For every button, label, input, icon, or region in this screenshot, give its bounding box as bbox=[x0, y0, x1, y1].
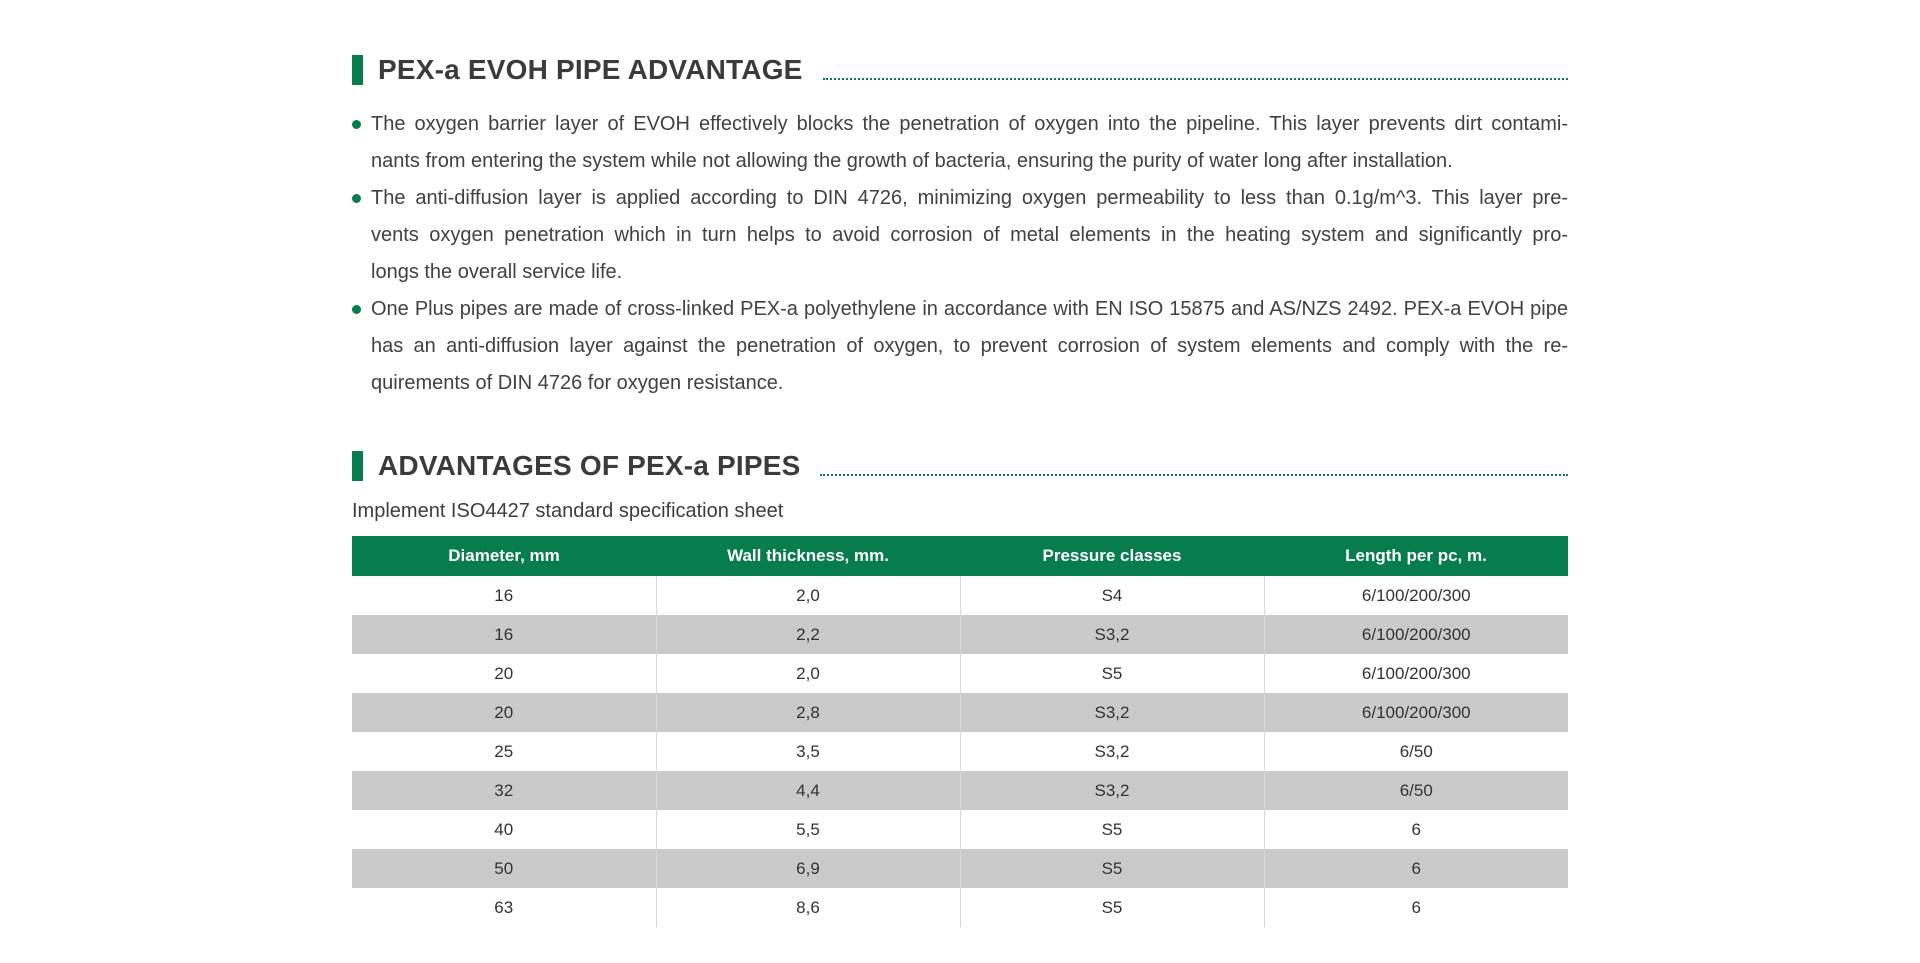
column-header: Wall thickness, mm. bbox=[656, 536, 960, 576]
bullet-line: quirements of DIN 4726 for oxygen resistance. bbox=[371, 372, 784, 394]
table-cell: 6/100/200/300 bbox=[1264, 654, 1568, 693]
bullet-line: vents oxygen penetration which in turn helps to avoid corrosion of metal elements in the heating system and significantly pro- bbox=[371, 224, 1568, 246]
bullet-item bbox=[352, 180, 1568, 291]
table-cell: S3,2 bbox=[960, 693, 1264, 732]
content-column bbox=[352, 0, 1568, 927]
bullet-line: The anti-diffusion layer is applied according to DIN 4726, minimizing oxygen permeability to less than 0.1g/m^3. This layer pre- bbox=[371, 187, 1568, 209]
accent-bar-icon bbox=[352, 55, 363, 85]
table-cell: 3,5 bbox=[656, 732, 960, 771]
bullet-line: has an anti-diffusion layer against the penetration of oxygen, to prevent corrosion of system elements and comply with the re- bbox=[371, 335, 1568, 357]
spec-table-head bbox=[352, 536, 1568, 576]
table-cell: 6 bbox=[1264, 810, 1568, 849]
table-cell: 20 bbox=[494, 663, 514, 683]
table-cell: S4 bbox=[960, 576, 1264, 615]
table-cell: 6 bbox=[1264, 849, 1568, 888]
bullet-item bbox=[352, 291, 1568, 402]
table-cell: 6/50 bbox=[1264, 732, 1568, 771]
table-cell: 6/100/200/300 bbox=[1264, 615, 1568, 654]
table-cell: 20 bbox=[494, 702, 514, 722]
table-cell: 5,5 bbox=[656, 810, 960, 849]
table-cell: 6,9 bbox=[656, 849, 960, 888]
column-header: Length per pc, m. bbox=[1264, 536, 1568, 576]
table-cell: 32 bbox=[494, 780, 514, 800]
table-row bbox=[352, 693, 1568, 732]
table-cell: 63 bbox=[494, 897, 514, 917]
table-row bbox=[352, 732, 1568, 771]
table-row bbox=[352, 849, 1568, 888]
table-cell: 6/100/200/300 bbox=[1264, 576, 1568, 615]
accent-bar-icon bbox=[352, 451, 363, 481]
table-cell: 50 bbox=[494, 858, 514, 878]
bullet-list bbox=[352, 106, 1568, 402]
dotted-leader-icon bbox=[823, 78, 1568, 80]
spec-table-body bbox=[352, 576, 1568, 927]
table-cell: 16 bbox=[494, 624, 514, 644]
bullet-dot-icon bbox=[352, 305, 361, 314]
bullet-dot-icon bbox=[352, 194, 361, 203]
table-row bbox=[352, 576, 1568, 615]
table-row bbox=[352, 771, 1568, 810]
section-title-pex-evoh: PEX-a EVOH PIPE ADVANTAGE bbox=[378, 54, 803, 85]
table-cell: 2,8 bbox=[656, 693, 960, 732]
bullet-line: One Plus pipes are made of cross-linked PEX-a polyethylene in accordance with EN ISO 15875 and AS/NZS 2492. PEX-a EVOH pipe bbox=[371, 298, 1568, 320]
table-cell: S5 bbox=[960, 654, 1264, 693]
table-row bbox=[352, 888, 1568, 927]
table-cell: 25 bbox=[494, 741, 514, 761]
bullet-line: longs the overall service life. bbox=[371, 261, 623, 283]
table-row bbox=[352, 654, 1568, 693]
column-header: Diameter, mm bbox=[352, 536, 656, 576]
bullet-item bbox=[352, 106, 1568, 180]
table-cell: 4,4 bbox=[656, 771, 960, 810]
table-cell: S5 bbox=[960, 888, 1264, 927]
section-header-pex-evoh bbox=[352, 0, 1568, 85]
table-cell: S3,2 bbox=[960, 771, 1264, 810]
table-cell: 6/100/200/300 bbox=[1264, 693, 1568, 732]
section-header-advantages bbox=[352, 451, 1568, 481]
table-cell: S3,2 bbox=[960, 732, 1264, 771]
table-cell: 6 bbox=[1264, 888, 1568, 927]
table-row bbox=[352, 810, 1568, 849]
bullet-line: The oxygen barrier layer of EVOH effectively blocks the penetration of oxygen into the pipeline. This layer prevents dirt contami- bbox=[371, 113, 1568, 135]
table-cell: 2,2 bbox=[656, 615, 960, 654]
table-cell: 2,0 bbox=[656, 576, 960, 615]
dotted-leader-icon bbox=[820, 474, 1568, 476]
table-cell: 40 bbox=[494, 819, 514, 839]
table-cell: S5 bbox=[960, 849, 1264, 888]
table-cell: 6/50 bbox=[1264, 771, 1568, 810]
table-cell: S3,2 bbox=[960, 615, 1264, 654]
column-header: Pressure classes bbox=[960, 536, 1264, 576]
bullet-dot-icon bbox=[352, 120, 361, 129]
table-caption: Implement ISO4427 standard specification sheet bbox=[352, 500, 784, 522]
table-row bbox=[352, 615, 1568, 654]
table-cell: 16 bbox=[494, 585, 514, 605]
spec-table bbox=[352, 536, 1568, 927]
table-cell: 8,6 bbox=[656, 888, 960, 927]
table-cell: S5 bbox=[960, 810, 1264, 849]
section-title-advantages: ADVANTAGES OF PEX-a PIPES bbox=[378, 450, 801, 481]
table-header-row bbox=[352, 536, 1568, 576]
table-cell: 2,0 bbox=[656, 654, 960, 693]
bullet-line: nants from entering the system while not allowing the growth of bacteria, ensuring the purity of water long after installation. bbox=[371, 150, 1453, 172]
